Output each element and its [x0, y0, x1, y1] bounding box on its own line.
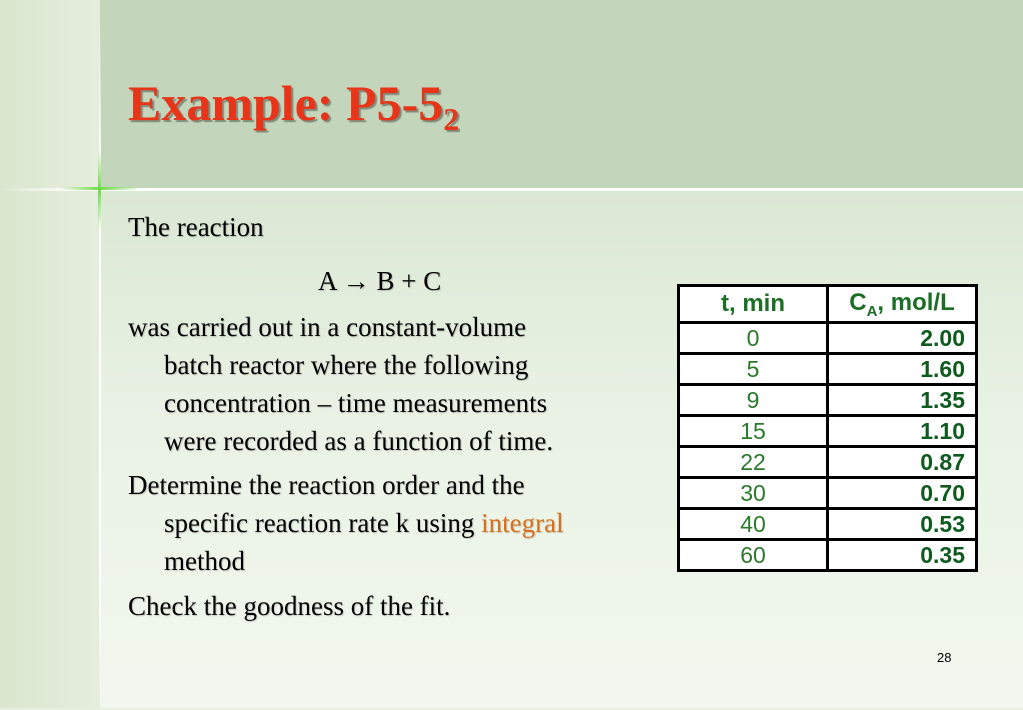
- paragraph-1-line: was carried out in a constant-volume: [128, 312, 527, 342]
- table-row: [679, 385, 977, 416]
- table-row: [679, 509, 977, 540]
- vertical-divider: [99, 20, 101, 710]
- table-row: [679, 354, 977, 385]
- paragraph-3: Check the goodness of the fit.: [128, 591, 451, 621]
- time-cell: 60: [679, 540, 828, 571]
- sparkle-decoration-vertical: [98, 150, 101, 230]
- table-row: [679, 416, 977, 447]
- table-row: [679, 323, 977, 354]
- left-decor-band: [0, 0, 100, 708]
- paragraph-2-line: method: [164, 546, 245, 576]
- page-number: 28: [937, 650, 952, 665]
- header-c-rest: , mol/L: [877, 288, 955, 316]
- concentration-cell: 2.00: [828, 323, 977, 354]
- table-row: [679, 540, 977, 571]
- slide-title: [128, 74, 459, 138]
- concentration-cell: 0.87: [828, 447, 977, 478]
- concentration-cell: 1.60: [828, 354, 977, 385]
- paragraph-1-line: batch reactor where the following: [164, 350, 529, 380]
- horizontal-divider: [0, 188, 1023, 191]
- time-cell: 15: [679, 416, 828, 447]
- paragraph-1-line: concentration – time measurements: [164, 388, 548, 418]
- concentration-table: [677, 284, 978, 572]
- time-cell: 9: [679, 385, 828, 416]
- intro-text: The reaction: [128, 212, 264, 242]
- paragraph-2-text: specific reaction rate k using: [164, 508, 482, 538]
- header-concentration: [828, 286, 977, 323]
- time-cell: 40: [679, 509, 828, 540]
- paragraph-2-line: Determine the reaction order and the: [128, 470, 525, 500]
- concentration-cell: 0.70: [828, 478, 977, 509]
- reaction-equation: A → B + C: [318, 266, 442, 296]
- header-c-sub: A: [866, 302, 878, 320]
- header-time: t, min: [679, 286, 828, 323]
- title-main: Example: P5-5: [128, 75, 444, 131]
- time-cell: 0: [679, 323, 828, 354]
- table-header-row: [679, 286, 977, 323]
- concentration-cell: 1.10: [828, 416, 977, 447]
- time-cell: 22: [679, 447, 828, 478]
- table-row: [679, 478, 977, 509]
- concentration-cell: 1.35: [828, 385, 977, 416]
- time-cell: 30: [679, 478, 828, 509]
- highlight-word: integral: [481, 508, 564, 538]
- concentration-cell: 0.35: [828, 540, 977, 571]
- title-subscript: 2: [443, 101, 460, 137]
- concentration-cell: 0.53: [828, 509, 977, 540]
- header-c-main: C: [849, 288, 867, 316]
- paragraph-2-line: [164, 508, 564, 539]
- time-cell: 5: [679, 354, 828, 385]
- table-row: [679, 447, 977, 478]
- paragraph-1-line: were recorded as a function of time.: [164, 426, 554, 456]
